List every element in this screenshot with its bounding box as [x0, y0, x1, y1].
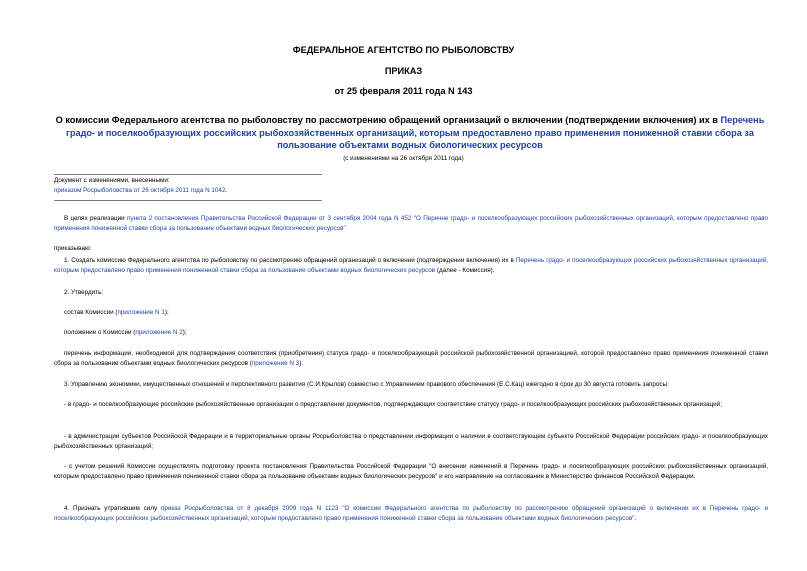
- p2c-link[interactable]: приложение N 3: [251, 360, 300, 367]
- p2b-suffix: );: [182, 329, 187, 336]
- p4-text: 4. Признать утратившим силу: [64, 505, 161, 512]
- changes-link[interactable]: приказом Росрыболовства от 26 октября 2011 года N 1042: [54, 187, 226, 194]
- p1-text: 1. Создать комиссию Федерального агентства по рыболовству по рассмотрению обращений организаций о включении (подтверждении включения) их в: [64, 257, 516, 264]
- document-title: [52, 114, 768, 152]
- paragraph-3a: - в градо- и поселкообразующие российские рыбохозяйственные организации о представлении документов, подтверждающих соответствие статусу градо- и поселкообразующих российских рыбохозяйственных организаций;: [64, 401, 722, 408]
- paragraph-3c: - с учетом решений Комиссии осуществлять подготовку проекта постановления Правительства Российской Федерации "О внесении изменений в Перечень градо- и поселкообразующих российских рыбохозяйственных организаций, которым предоставлено право применения пониженной ставки сбора за пользование объектами водных биологических ресурсов" и его направление на согласование в Министерство финансов Российской Федерации.: [54, 463, 768, 480]
- paragraph-1: [54, 256, 768, 276]
- agency-name: ФЕДЕРАЛЬНОЕ АГЕНТСТВО ПО РЫБОЛОВСТВУ: [292, 45, 515, 55]
- revision-note: (с изменениями на 26 октября 2011 года): [343, 155, 464, 162]
- p2b-text: положение о Комиссии (: [64, 329, 136, 336]
- preamble-paragraph: [54, 214, 768, 234]
- paragraph-2a: [54, 308, 768, 318]
- title-link[interactable]: Перечень градо- и поселкообразующих российских рыбохозяйственных организаций, которым предоставлено право применения пониженной ставки сбора за пользование объектами водных биологических ресурсов: [66, 115, 765, 150]
- p1-link[interactable]: Перечень градо- и поселкообразующих российских рыбохозяйственных организаций, которым предоставлено право применения пониженной ставки сбора за пользование объектами водных биологических ресурсов: [54, 257, 769, 274]
- p4-link[interactable]: приказ Росрыболовства от 8 декабря 2009 года N 1123 "О комиссии Федерального агентства по рыболовству по рассмотрению обращений организаций о включении их в Перечень градо- и поселкообразующих российских рыбохозяйственных организаций, которым предоставлено право применения пониженной ставки сбора за пользование объектами водных биологических ресурсов": [54, 505, 768, 522]
- paragraph-2: 2. Утвердить:: [64, 289, 104, 296]
- title-text: О комиссии Федерального агентства по рыболовству по рассмотрению обращений организаций о включении (подтверждении включения) их в: [55, 115, 721, 125]
- orders-word: приказываю:: [54, 245, 92, 252]
- changes-line: [54, 186, 227, 196]
- p2b-link[interactable]: приложение N 2: [135, 329, 183, 336]
- preamble-link[interactable]: пункта 2 постановления Правительства Российской Федерации от 3 сентября 2004 года N 452 "О Перечне градо- и поселкообразующих российских рыбохозяйственных организаций, которым предоставлено право применения пониженной ставки сбора за пользование объектами водных биологических ресурсов": [54, 215, 768, 232]
- divider-top: [54, 174, 322, 175]
- p4-suffix: .: [634, 515, 637, 522]
- p2a-link[interactable]: приложение N 1: [117, 309, 165, 316]
- paragraph-4: [54, 504, 768, 524]
- p1-suffix: (далее - Комиссия).: [435, 267, 495, 274]
- paragraph-2b: [54, 328, 768, 338]
- document-date: от 25 февраля 2011 года N 143: [334, 86, 473, 96]
- p2a-text: состав Комиссии (: [64, 309, 118, 316]
- paragraph-2c: [54, 349, 768, 369]
- changes-suffix: .: [225, 187, 228, 194]
- paragraph-3b: - в администрации субъектов Российской Федерации и в территориальные органы Росрыболовства о представлении информации о наличии в соответствующем субъекте Российской Федерации российских градо- и поселкообразующих рыбохозяйственных организаций;: [54, 433, 768, 450]
- changes-label: Документ с изменениями, внесенными:: [54, 177, 170, 184]
- p2a-suffix: );: [164, 309, 169, 316]
- document-type: ПРИКАЗ: [384, 66, 423, 76]
- p2c-suffix: ).: [299, 360, 304, 367]
- p2c-text: перечень информации, необходимой для подтверждения соответствия (приобретения) статуса градо- и поселкообразующей российской рыбохозяйственной организацией, которой предоставлено право применения пониженной ставки сбора за пользование объектами водных биологических ресурсов (: [54, 350, 768, 367]
- paragraph-3: 3. Управлению экономики, имущественных отношений и перспективного развития (С.И.Крылов) совместно с Управлением правового обеспечения (Е.С.Кац) ежегодно в срок до 30 августа готовить запросы:: [64, 381, 669, 388]
- divider-bottom: [54, 200, 322, 201]
- preamble-text: В целях реализации: [64, 215, 128, 222]
